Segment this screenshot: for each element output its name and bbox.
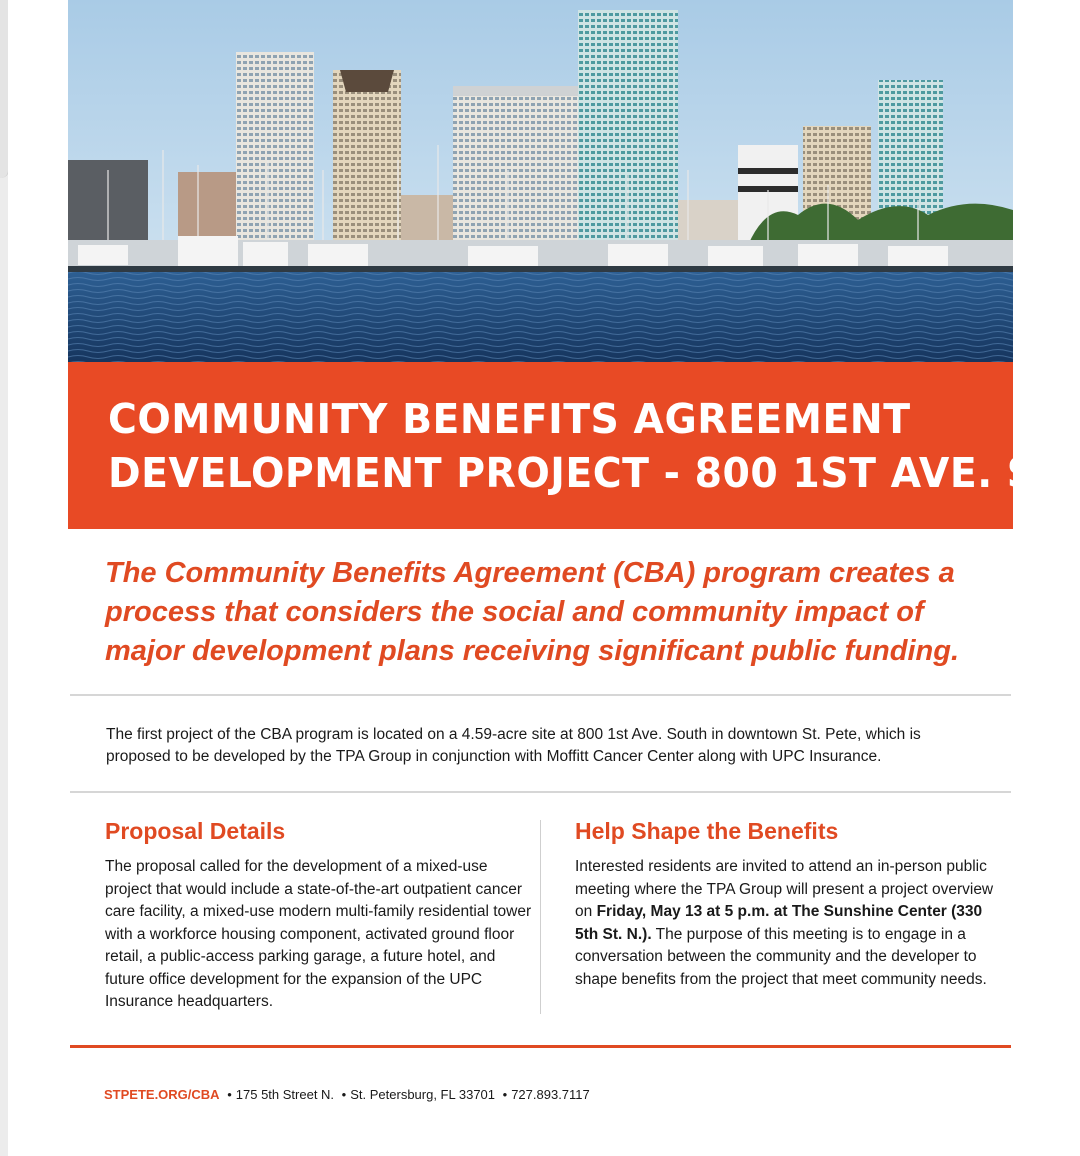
footer-city: St. Petersburg, FL 33701 (350, 1087, 496, 1102)
meeting-details: Friday, May 13 at 5 p.m. at The Sunshine Center (330 5th St. N.). (575, 903, 983, 943)
help-shape-benefits-text (575, 856, 995, 991)
divider-top (70, 694, 1011, 696)
lede-statement: The Community Benefits Agreement (CBA) program creates a process that considers the social and community impact of major development plans receiving significant public funding. (105, 557, 960, 667)
footer-contact (104, 1087, 590, 1102)
benefits-text-after: The purpose of this meeting is to engage in a conversation between the community and the developer to shape benefits from the project that meet community needs. (575, 925, 987, 988)
help-shape-benefits-section (575, 816, 995, 991)
benefits-text-before: Interested residents are invited to attend an in-person public meeting where the TPA Group will present a project overview on (575, 858, 994, 920)
title-line-1: COMMUNITY BENEFITS AGREEMENT (108, 395, 911, 443)
title-line-2: DEVELOPMENT PROJECT - 800 1ST AVE. S. (108, 449, 1052, 497)
help-shape-benefits-heading: Help Shape the Benefits (575, 818, 839, 844)
city-skyline-photo (68, 0, 1013, 362)
footer-address: 175 5th Street N. (235, 1087, 335, 1102)
intro-paragraph: The first project of the CBA program is located on a 4.59-acre site at 800 1st Ave. South in downtown St. Pete, which is proposed to be developed by the TPA Group in conjunction with Moffitt Cancer Center along with UPC Insurance. (106, 726, 921, 765)
page-title (108, 392, 1051, 500)
footer-bullet: • (502, 1087, 508, 1102)
proposal-details-text: The proposal called for the development of a mixed-use project that would include a state-of-the-art outpatient cancer care facility, a mixed-use modern multi-family residential tower with a workforce housing component, activated ground floor retail, a public-access parking garage, a future hotel, and future office development for the expansion of the UPC Insurance headquarters. (105, 858, 532, 1010)
proposal-details-heading: Proposal Details (105, 818, 286, 844)
footer-bullet: • (341, 1087, 347, 1102)
footer-phone: 727.893.7117 (511, 1087, 590, 1102)
column-divider (540, 820, 541, 1014)
footer-website-link[interactable]: STPETE.ORG/CBA (104, 1087, 220, 1102)
divider-accent (70, 1045, 1011, 1048)
divider-middle (70, 791, 1011, 793)
footer-bullet: • (227, 1087, 232, 1102)
flyer-page (8, 0, 1080, 1156)
proposal-details-section (105, 816, 535, 1014)
title-band (68, 362, 1052, 529)
